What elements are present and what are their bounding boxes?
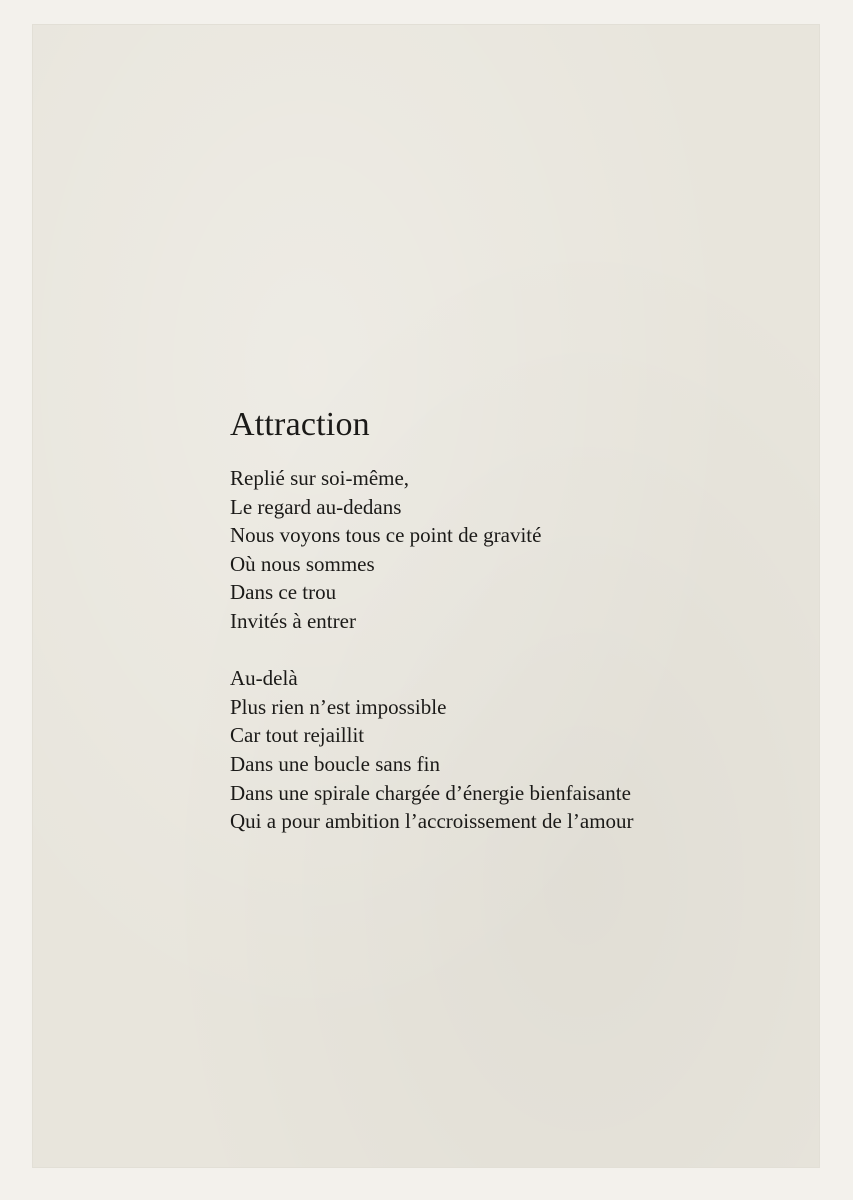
paper-sheet [32, 24, 820, 1168]
stanza-1 [230, 464, 634, 636]
verse-line: Le regard au-dedans [230, 494, 402, 519]
verse-line: Replié sur soi-même, [230, 466, 410, 490]
stanza-2 [230, 664, 634, 836]
verse-line: Invités à entrer [230, 608, 356, 633]
verse-line: Dans ce trou [230, 580, 337, 605]
verse-line: Dans une boucle sans fin [230, 751, 440, 776]
poem [230, 404, 634, 836]
verse-line: Dans une spirale chargée d’énergie bienfaisante [230, 780, 631, 805]
verse-line: Qui a pour ambition l’accroissement de l’amour [230, 809, 634, 834]
verse-line: Où nous sommes [230, 551, 375, 576]
verse-line: Plus rien n’est impossible [230, 694, 447, 719]
verse-line: Au-delà [230, 666, 298, 691]
verse-line: Car tout rejaillit [230, 723, 365, 748]
poem-title: Attraction [230, 406, 370, 443]
verse-line: Nous voyons tous ce point de gravité [230, 523, 542, 548]
